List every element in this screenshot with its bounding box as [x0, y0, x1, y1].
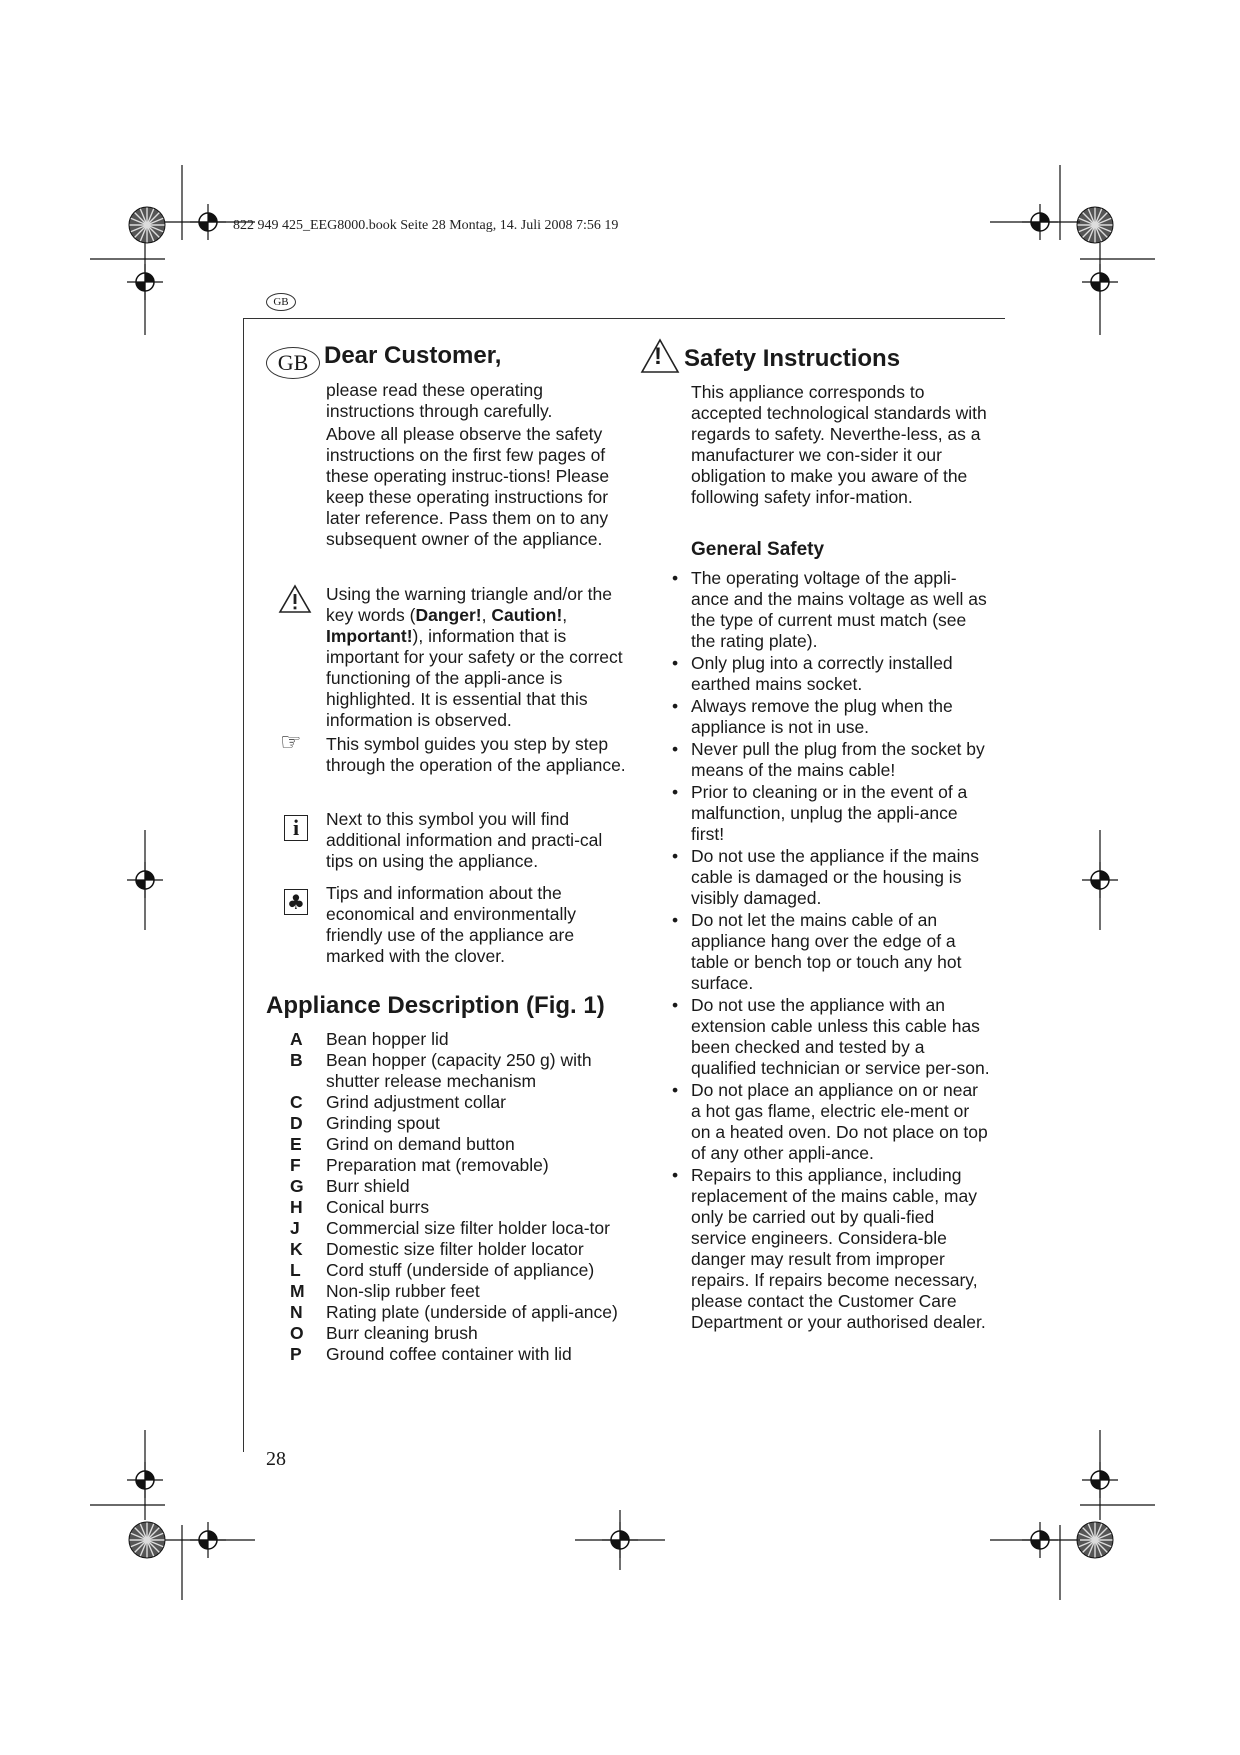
language-badge: GB: [266, 293, 296, 311]
registration-mark: [1082, 1462, 1118, 1498]
gb-badge: GB: [266, 347, 320, 379]
part-key: F: [290, 1155, 301, 1175]
star-target-bottom-left: [129, 1522, 165, 1558]
info-symbol-text: Next to this symbol you will find additional information and practi-cal tips on using the appliance.: [326, 809, 603, 871]
keyword-danger: Danger!: [415, 605, 482, 625]
registration-mark: [1082, 264, 1118, 300]
safety-bullet: • Prior to cleaning or in the event of a malfunction, unplug the appli-ance first!: [672, 782, 992, 845]
keyword-caution: Caution!: [491, 605, 563, 625]
part-label: Preparation mat (removable): [326, 1155, 549, 1175]
star-target-top-left: [129, 207, 165, 243]
warning-symbol-text: [326, 584, 626, 731]
dear-customer-heading: Dear Customer,: [324, 342, 502, 369]
part-label: Commercial size filter holder loca-tor: [326, 1218, 610, 1238]
part-label: Cord stuff (underside of appliance): [326, 1260, 595, 1280]
part-label: Non-slip rubber feet: [326, 1281, 480, 1301]
safety-instructions-heading: Safety Instructions: [684, 345, 901, 372]
pointing-hand-icon: ☞: [280, 728, 302, 756]
part-item: [290, 1134, 630, 1155]
safety-bullet-list: [672, 568, 992, 1334]
part-key: J: [290, 1218, 300, 1238]
safety-bullet: • Always remove the plug when the appliance is not in use.: [672, 696, 992, 738]
part-key: M: [290, 1281, 305, 1301]
hand-symbol-text: This symbol guides you step by step through the operation of the appliance.: [326, 734, 626, 775]
separator: ,: [562, 605, 568, 625]
part-label: Grinding spout: [326, 1113, 440, 1133]
page-number: 28: [266, 1448, 286, 1470]
part-item: [290, 1344, 630, 1365]
part-label: Conical burrs: [326, 1197, 430, 1217]
part-label: Domestic size filter holder locator: [326, 1239, 584, 1259]
part-item: [290, 1323, 630, 1344]
part-item: [290, 1050, 630, 1092]
part-label: Grind on demand button: [326, 1134, 515, 1154]
appliance-description-heading: Appliance Description (Fig. 1): [266, 992, 605, 1019]
part-key: B: [290, 1050, 303, 1070]
part-label: Bean hopper lid: [326, 1029, 449, 1049]
intro-paragraph-1: please read these operating instructions through carefully.: [326, 380, 553, 421]
part-item: [290, 1218, 630, 1239]
part-key: P: [290, 1344, 302, 1364]
part-item: [290, 1113, 630, 1134]
part-item: [290, 1092, 630, 1113]
registration-mark: [127, 264, 163, 300]
warning-text-part: ), information that is important for your safety or the correct functioning of the appli-ance is highlighted. It is essential that this information is observed.: [326, 626, 623, 730]
registration-mark: [1082, 862, 1118, 898]
general-safety-heading: General Safety: [691, 539, 825, 560]
part-item: [290, 1239, 630, 1260]
star-target-bottom-right: [1077, 1522, 1113, 1558]
part-item: [290, 1302, 630, 1323]
part-key: O: [290, 1323, 304, 1343]
part-label: Ground coffee container with lid: [326, 1344, 572, 1364]
part-key: D: [290, 1113, 303, 1133]
safety-bullet: • Do not use the appliance with an extension cable unless this cable has been checked and tested by a qualified technician or service per-son.: [672, 995, 992, 1079]
safety-bullet: • Do not use the appliance if the mains cable is damaged or the housing is visibly damaged.: [672, 846, 992, 909]
part-label: Burr cleaning brush: [326, 1323, 478, 1343]
print-header: 822 949 425_EEG8000.book Seite 28 Montag, 14. Juli 2008 7:56 19: [233, 218, 619, 233]
intro-paragraph-2: Above all please observe the safety instructions on the first few pages of these operating instruc-tions! Please keep these operating instructions for later reference. Pass them on to any subsequent owner of the appliance.: [326, 424, 610, 549]
safety-bullet: • Repairs to this appliance, including replacement of the mains cable, may only be carried out by quali-fied service engineers. Considera-ble danger may result from improper repairs. If repairs become necessary, please contact the Customer Care Department or your authorised dealer.: [672, 1165, 992, 1333]
margin-rule: [243, 318, 244, 1452]
safety-exclamation: !: [654, 343, 662, 370]
info-icon: i: [284, 815, 308, 841]
intro-text: [326, 380, 626, 550]
safety-bullet: • Do not let the mains cable of an appliance hang over the edge of a table or bench top or touch any hot surface.: [672, 910, 992, 994]
warning-triangle-icon: [278, 584, 312, 614]
part-item: [290, 1176, 630, 1197]
part-key: G: [290, 1176, 304, 1196]
part-key: A: [290, 1029, 303, 1049]
safety-bullet: • Only plug into a correctly installed earthed mains socket.: [672, 653, 992, 695]
header-rule: [243, 318, 1005, 319]
part-item: [290, 1260, 630, 1281]
part-label: Bean hopper (capacity 250 g) with shutter release mechanism: [326, 1050, 592, 1091]
separator: ,: [481, 605, 492, 625]
registration-mark: [127, 1462, 163, 1498]
clover-symbol-text: Tips and information about the economical and environmentally friendly use of the appliance are marked with the clover.: [326, 883, 576, 966]
clover-icon: ♣: [284, 889, 308, 915]
part-label: Grind adjustment collar: [326, 1092, 506, 1112]
part-item: [290, 1155, 630, 1176]
safety-bullet: • Never pull the plug from the socket by means of the mains cable!: [672, 739, 992, 781]
part-item: [290, 1197, 630, 1218]
part-key: N: [290, 1302, 303, 1322]
safety-intro: This appliance corresponds to accepted technological standards with regards to safety. Neverthe-less, as a manufacturer we con-sider it our obligation to make you aware of the following safety infor-mation.: [691, 382, 987, 507]
part-label: Rating plate (underside of appli-ance): [326, 1302, 618, 1322]
star-target-top-right: [1077, 207, 1113, 243]
registration-mark: [127, 862, 163, 898]
safety-bullet: • The operating voltage of the appli-ance and the mains voltage as well as the type of current must match (see the rating plate).: [672, 568, 992, 652]
part-key: H: [290, 1197, 303, 1217]
part-item: [290, 1281, 630, 1302]
part-key: K: [290, 1239, 303, 1259]
part-key: E: [290, 1134, 302, 1154]
keyword-important: Important!: [326, 626, 413, 646]
part-item: [290, 1029, 630, 1050]
warning-text-part: Using the warning triangle and/or the key words (: [326, 584, 613, 625]
part-label: Burr shield: [326, 1176, 410, 1196]
parts-list: [290, 1029, 630, 1365]
part-key: C: [290, 1092, 303, 1112]
part-key: L: [290, 1260, 301, 1280]
safety-bullet: • Do not place an appliance on or near a hot gas flame, electric ele-ment or on a heated oven. Do not place on top of any other appli-ance.: [672, 1080, 992, 1164]
